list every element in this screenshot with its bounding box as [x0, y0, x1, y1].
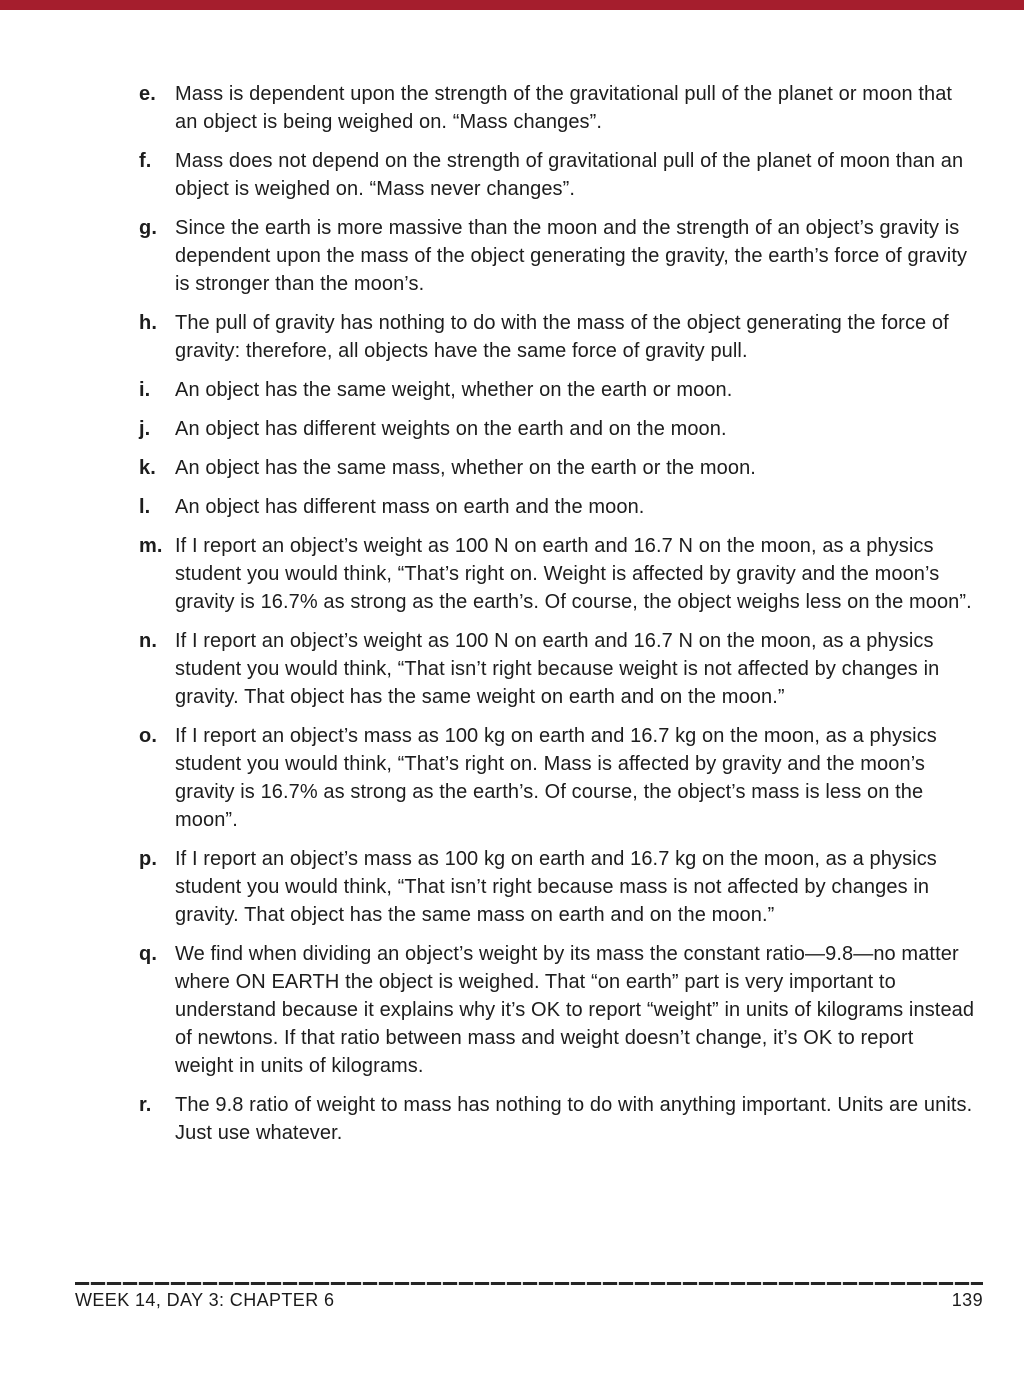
lettered-answer-list	[139, 80, 977, 1158]
item-letter: j.	[139, 418, 151, 440]
item-letter: k.	[139, 457, 156, 479]
footer-page-number: 139	[951, 1290, 983, 1310]
list-item	[139, 940, 977, 1080]
list-item	[139, 1091, 977, 1147]
item-letter: g.	[139, 217, 157, 239]
item-text: An object has the same weight, whether on the earth or moon.	[175, 379, 733, 401]
item-text: Mass is dependent upon the strength of the gravitational pull of the planet or moon that an object is being weighed on. “Mass changes”.	[175, 83, 953, 133]
list-item	[139, 376, 977, 404]
list-item	[139, 493, 977, 521]
list-item	[139, 147, 977, 203]
item-text: Since the earth is more massive than the moon and the strength of an object’s gravity is dependent upon the mass of the object generating the gravity, the earth’s force of gravity is stronger than the moon’s.	[175, 217, 968, 295]
item-text: An object has different mass on earth and the moon.	[175, 496, 645, 518]
page-footer	[75, 1282, 983, 1311]
list-item	[139, 214, 977, 298]
page-top-red-band	[0, 0, 1024, 10]
item-text: If I report an object’s weight as 100 N on earth and 16.7 N on the moon, as a physics student you would think, “That’s right on. Weight is affected by gravity and the moon’s gravity is 16.7% as strong as the earth’s. Of course, the object weighs less on the moon”.	[175, 535, 972, 613]
item-letter: h.	[139, 312, 157, 334]
list-item	[139, 532, 977, 616]
item-text: The 9.8 ratio of weight to mass has nothing to do with anything important. Units are units. Just use whatever.	[175, 1094, 973, 1144]
footer-rule	[75, 1282, 983, 1285]
list-item	[139, 80, 977, 136]
list-item	[139, 722, 977, 834]
item-letter: f.	[139, 150, 152, 172]
item-letter: i.	[139, 379, 151, 401]
list-item	[139, 309, 977, 365]
item-text: Mass does not depend on the strength of gravitational pull of the planet of moon than an object is weighed on. “Mass never changes”.	[175, 150, 964, 200]
item-letter: q.	[139, 943, 157, 965]
item-text: If I report an object’s mass as 100 kg on earth and 16.7 kg on the moon, as a physics student you would think, “That isn’t right because mass is not affected by changes in gravity. That object has the same mass on earth and on the moon.”	[175, 848, 937, 926]
item-letter: l.	[139, 496, 151, 518]
item-letter: m.	[139, 535, 163, 557]
item-text: An object has different weights on the earth and on the moon.	[175, 418, 727, 440]
list-item	[139, 454, 977, 482]
item-text: We find when dividing an object’s weight by its mass the constant ratio—9.8—no matter where ON EARTH the object is weighed. That “on earth” part is very important to understand because it explains why it’s OK to report “weight” in units of kilograms instead of newtons. If that ratio between mass and weight doesn’t change, it’s OK to report weight in units of kilograms.	[175, 943, 975, 1077]
item-letter: e.	[139, 83, 156, 105]
list-item	[139, 845, 977, 929]
item-letter: n.	[139, 630, 157, 652]
footer-running-head: WEEK 14, DAY 3: CHAPTER 6	[75, 1290, 335, 1310]
item-letter: o.	[139, 725, 157, 747]
list-item	[139, 415, 977, 443]
item-letter: p.	[139, 848, 157, 870]
item-text: If I report an object’s mass as 100 kg on earth and 16.7 kg on the moon, as a physics student you would think, “That’s right on. Mass is affected by gravity and the moon’s gravity is 16.7% as strong as the earth’s. Of course, the object’s mass is less on the moon”.	[175, 725, 937, 831]
list-item	[139, 627, 977, 711]
item-letter: r.	[139, 1094, 152, 1116]
item-text: If I report an object’s weight as 100 N on earth and 16.7 N on the moon, as a physics student you would think, “That isn’t right because weight is not affected by changes in gravity. That object has the same weight on earth and on the moon.”	[175, 630, 940, 708]
item-text: An object has the same mass, whether on the earth or the moon.	[175, 457, 756, 479]
item-text: The pull of gravity has nothing to do with the mass of the object generating the force of gravity: therefore, all objects have the same force of gravity pull.	[175, 312, 949, 362]
